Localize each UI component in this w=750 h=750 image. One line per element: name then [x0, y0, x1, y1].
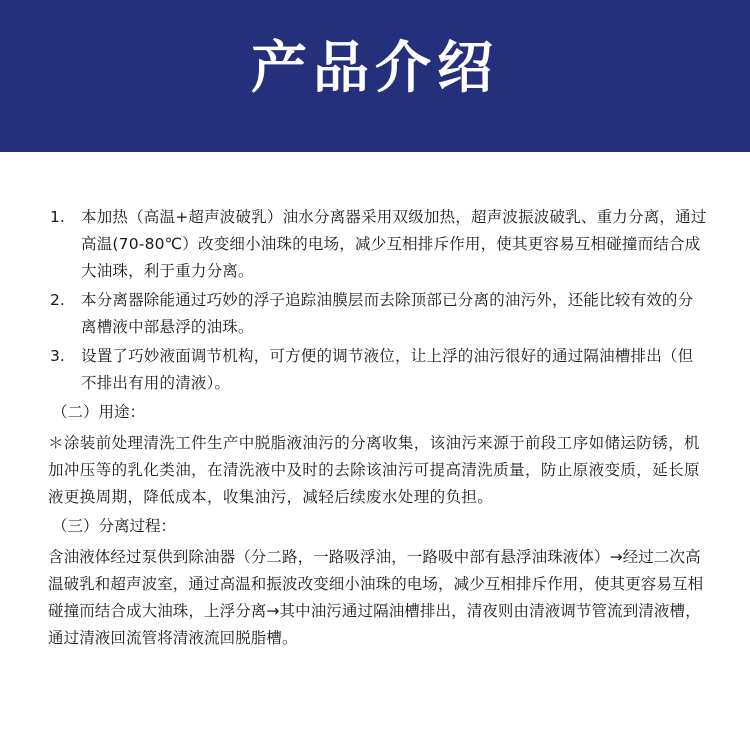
- process-paragraph: 含油液体经过泵供到除油器（分二路，一路吸浮油，一路吸中部有悬浮油珠液体）→经过二次高温破乳和超声波室，通过高温和振波改变细小油珠的电场，减少互相排斥作用，使其更容易互相碰撞而结合成大油珠，上浮分离→其中油污通过隔油槽排出，清夜则由清液调节管流到清液槽，通过清液回流管将清液流回脱脂槽。: [48, 548, 704, 647]
- header-banner: [0, 0, 750, 152]
- item-number: 1.: [50, 208, 65, 226]
- list-item: [48, 343, 708, 397]
- page-title: 产品介绍: [251, 36, 499, 101]
- usage-paragraph: ＊涂装前处理清洗工件生产中脱脂液油污的分离收集，该油污来源于前段工序如储运防锈，机加冲压等的乳化类油，在清洗液中及时的去除该油污可提高清洗质量，防止原液变质，延长原液更换周期，降低成本，收集油污，减轻后续废水处理的负担。: [48, 434, 700, 506]
- process-heading: （三）分离过程：: [52, 517, 177, 535]
- usage-heading: （二）用途：: [52, 403, 146, 421]
- item-text: 本加热（高温+超声波破乳）油水分离器采用双级加热，超声波振波破乳、重力分离，通过高温(70-80℃）改变细小油珠的电场，减少互相排斥作用，使其更容易互相碰撞而结合成大油珠，利于重力分离。: [81, 208, 707, 280]
- list-item: [48, 287, 708, 341]
- content-body: [48, 204, 708, 652]
- item-number: 2.: [50, 291, 65, 309]
- item-text: 设置了巧妙液面调节机构，可方便的调节液位，让上浮的油污很好的通过隔油槽排出（但不排出有用的清液）。: [81, 347, 694, 392]
- item-number: 3.: [50, 347, 65, 365]
- list-item: [48, 204, 708, 285]
- item-text: 本分离器除能通过巧妙的浮子追踪油膜层而去除顶部已分离的油污外，还能比较有效的分离槽液中部悬浮的油珠。: [81, 291, 694, 336]
